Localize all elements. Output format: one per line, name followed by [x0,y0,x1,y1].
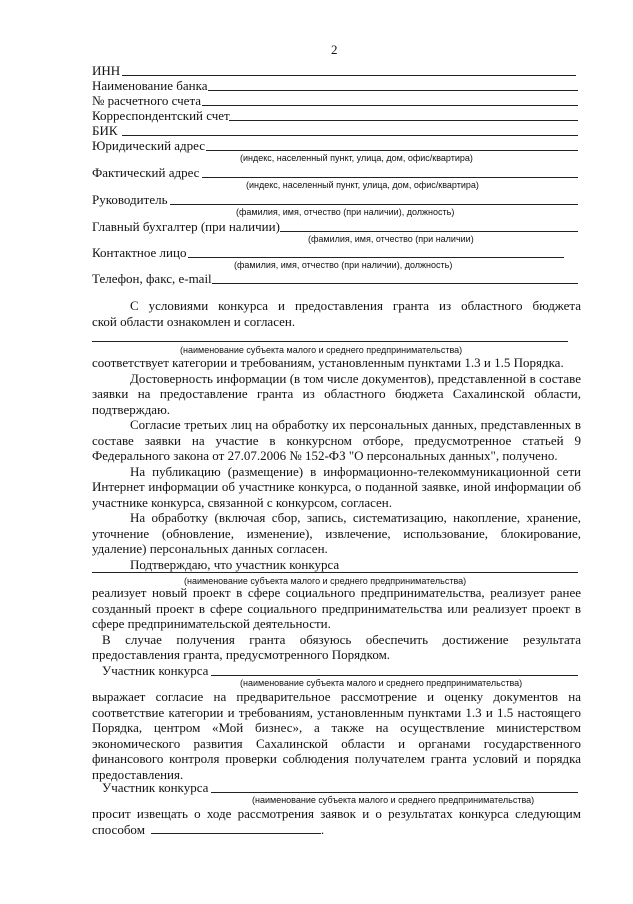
participant-line-2 [211,792,578,793]
field-account-line [202,105,578,106]
page-number: 2 [331,42,338,57]
hint-contact: (фамилия, имя, отчество (при наличии), должность) [234,260,453,270]
hint-subject-2: (наименование субъекта малого и среднего предпринимательства) [184,576,467,586]
field-bik-line [122,135,578,136]
field-account-label: № расчетного счета [92,93,202,108]
hint-actual-address: (индекс, населенный пункт, улица, дом, офис/квартира) [246,180,479,190]
paragraph-agreement: выражает согласие на предварительное рассмотрение и оценку документов на соответствие категории и требованиям, установленным пунктами 1.3 и 1.5 настоящего Порядка, центром «Мой бизнес», а также на осуществление министерством экономического развития Сахалинской области и органами государственного финансового контроля проверки соблюдения получателем гранта условий и порядка предоставления. [92,689,581,782]
hint-accountant: (фамилия, имя, отчество (при наличии) [308,234,474,244]
field-phone-label: Телефон, факс, e-mail [92,271,212,286]
field-head-line [170,204,578,205]
paragraph-conditions: С условиями конкурса и предоставления гранта из областного бюджета ской области ознакомлен и согласен. [92,298,581,329]
hint-subject-1: (наименование субъекта малого и среднего предпринимательства) [180,345,463,355]
participant-label-1: Участник конкурса [102,663,209,678]
paragraph-notify: просит извещать о ходе рассмотрения заявок и о результатах конкурса следующим способом . [92,806,581,837]
field-bank-line [208,90,578,91]
paragraph-compliance: соответствует категории и требованиям, установленным пунктами 1.3 и 1.5 Порядка. Достоверность информации (в том числе документов), представленной в составе заявки на предоставление гранта из областного бюджета Сахалинской области, подтверждаю. Согласие третьих лиц на обработку их персональных данных, представленных в составе заявки на участие в конкурсном отборе, предусмотренное статьей 9 Федерального закона от 27.07.2006 № 152-ФЗ "О персональных данных", получено. На публикацию (размещение) в информационно-телекоммуникационной сети Интернет информации об участнике конкурса, о поданной заявке, иной информации об участнике конкурса, связанной с конкурсом, согласен. На обработку (включая сбор, запись, систематизацию, накопление, хранение, уточнение (обновление, изменение), извлечение, использование, блокирование, удаление) персональных данных согласен. Подтверждаю, что участник конкурса [92,355,581,572]
field-head-label: Руководитель [92,192,168,207]
subject-name-line-2 [92,572,578,573]
field-inn-line [122,75,576,76]
field-accountant-line [280,231,578,232]
paragraph-project: реализует новый проект в сфере социального предпринимательства, реализует ранее созданный проект в сфере социального предпринимательства или реализует проект в сфере предпринимательской деятельности. В случае получения гранта обязуюсь обеспечить достижение результата предоставления гранта, предусмотренного Порядком. [92,585,581,662]
field-inn-label: ИНН [92,63,121,78]
field-corr-account-label: Корреспондентский счет [92,108,230,123]
method-line [151,822,321,834]
field-accountant-label: Главный бухгалтер (при наличии) [92,219,280,234]
hint-head: (фамилия, имя, отчество (при наличии), должность) [236,207,455,217]
hint-legal-address: (индекс, населенный пункт, улица, дом, офис/квартира) [240,153,473,163]
hint-subject-3: (наименование субъекта малого и среднего предпринимательства) [240,678,523,688]
field-contact-line [188,257,564,258]
field-bank-label: Наименование банка [92,78,208,93]
hint-subject-4: (наименование субъекта малого и среднего предпринимательства) [252,795,535,805]
field-actual-address-label: Фактический адрес [92,165,200,180]
field-bik-label: БИК [92,123,118,138]
field-phone-line [212,283,578,284]
field-actual-address-line [202,177,578,178]
subject-name-line-1 [92,341,568,342]
field-contact-label: Контактное лицо [92,245,187,260]
field-legal-address-line [206,150,578,151]
participant-label-2: Участник конкурса [102,780,209,795]
field-corr-account-line [229,120,578,121]
participant-line-1 [211,675,578,676]
field-legal-address-label: Юридический адрес [92,138,206,153]
